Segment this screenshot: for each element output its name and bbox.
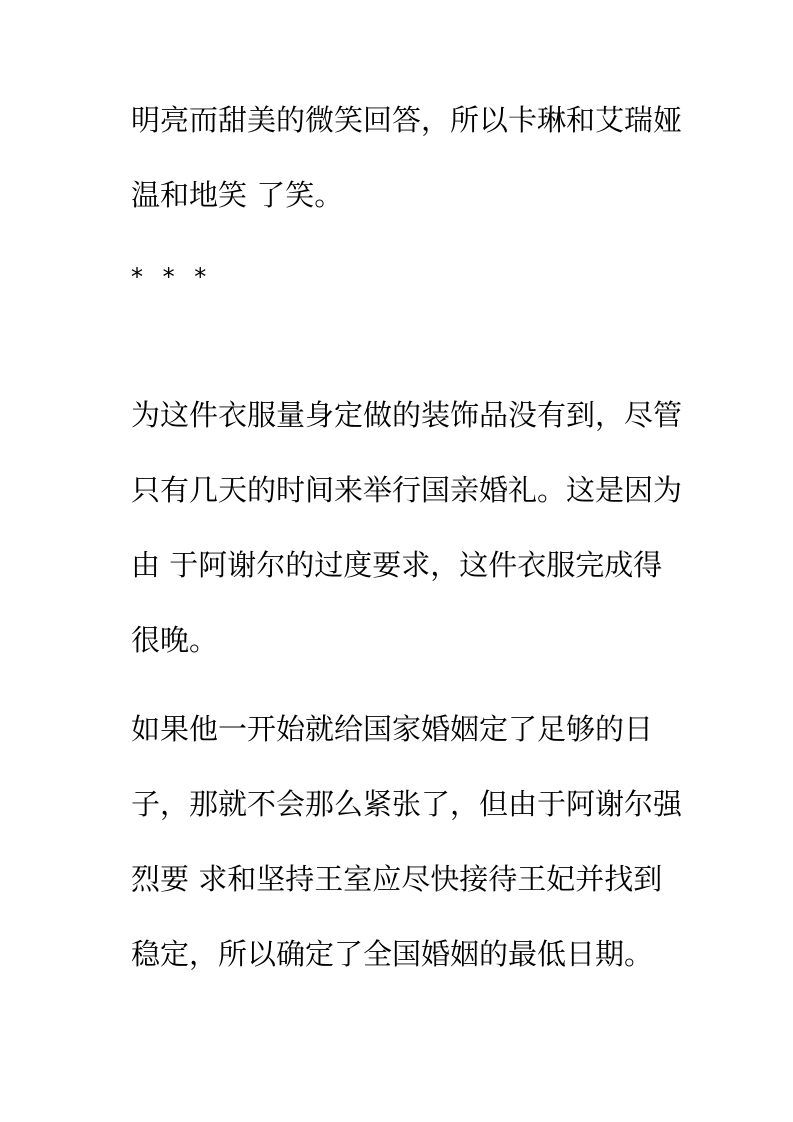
paragraph-2-line-4: 很晚。	[131, 623, 219, 657]
paragraph-2-line-1: 为这件衣服量身定做的装饰品没有到，尽管	[131, 398, 683, 432]
scene-separator: * * *	[131, 263, 213, 291]
paragraph-3-line-4: 稳定，所以确定了全国婚姻的最低日期。	[131, 937, 654, 971]
paragraph-1-line-2: 温和地笑 了笑。	[131, 178, 344, 212]
paragraph-2-line-3: 由 于阿谢尔的过度要求，这件衣服完成得	[131, 548, 663, 582]
paragraph-1-line-1: 明亮而甜美的微笑回答，所以卡琳和艾瑞娅	[131, 103, 683, 137]
paragraph-3-line-2: 子，那就不会那么紧张了，但由于阿谢尔强	[131, 787, 683, 821]
paragraph-3-line-1: 如果他一开始就给国家婚姻定了足够的日	[131, 712, 654, 746]
paragraph-2-line-2: 只有几天的时间来举行国亲婚礼。这是因为	[131, 473, 683, 507]
paragraph-3-line-3: 烈要 求和坚持王室应尽快接待王妃并找到	[131, 862, 663, 896]
